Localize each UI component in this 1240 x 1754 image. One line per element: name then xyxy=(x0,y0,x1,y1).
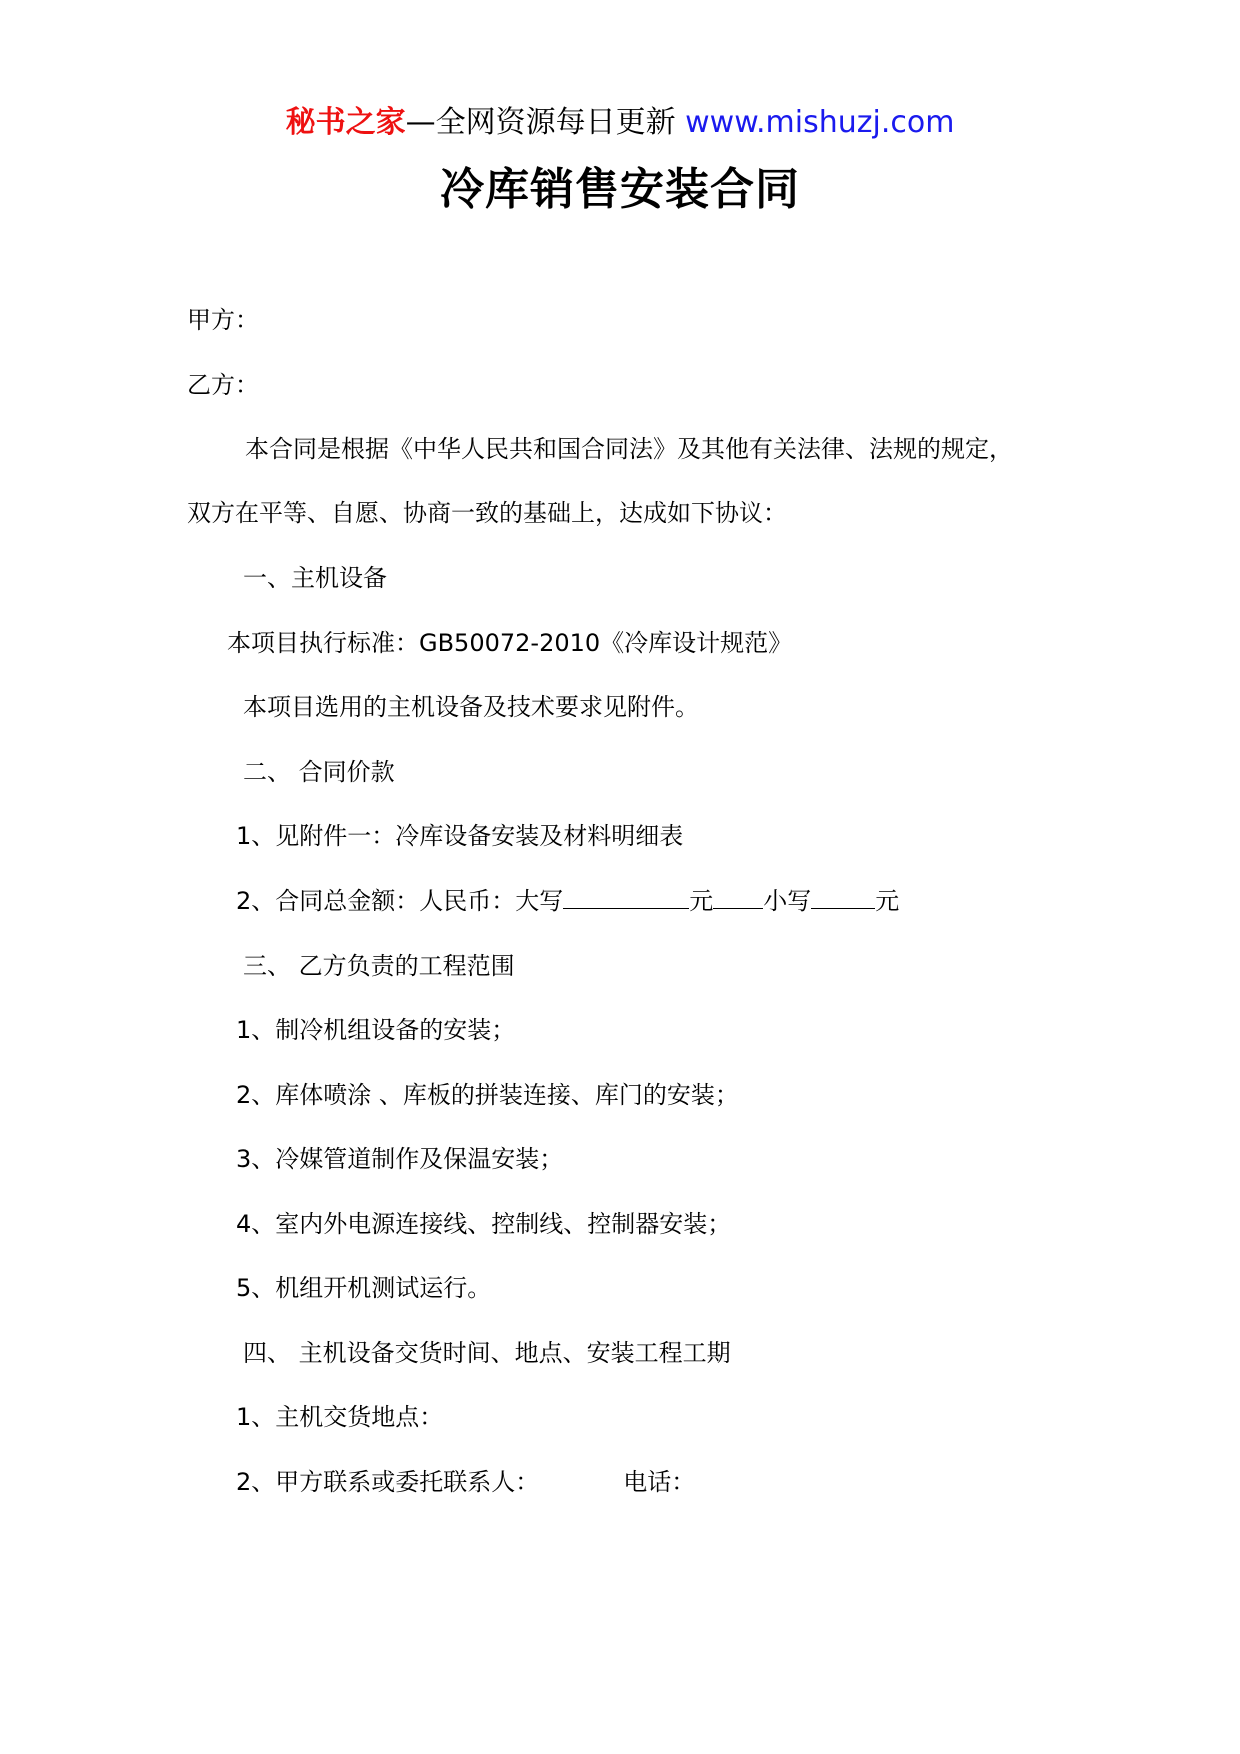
site-header xyxy=(0,103,1240,143)
section4-item1: 1、主机交货地点： xyxy=(236,1403,444,1431)
section1-standard: 本项目执行标准：GB50072-2010《冷库设计规范》 xyxy=(227,629,793,657)
section2-item1: 1、见附件一：冷库设备安装及材料明细表 xyxy=(236,822,684,850)
header-url-link[interactable]: www.mishuzj.com xyxy=(685,105,955,140)
section3-item: 3、冷媒管道制作及保温安装； xyxy=(236,1145,564,1173)
section2-heading: 二、 合同价款 xyxy=(243,758,395,786)
section3-item: 2、库体喷涂 、库板的拼装连接、库门的安装； xyxy=(236,1081,739,1109)
section3-item: 4、室内外电源连接线、控制线、控制器安装； xyxy=(236,1210,732,1238)
section3-heading: 三、 乙方负责的工程范围 xyxy=(243,952,515,980)
yuan-label-2: 元 xyxy=(875,887,900,915)
section4-item2 xyxy=(236,1466,695,1498)
section3-item: 1、制冷机组设备的安装； xyxy=(236,1016,516,1044)
contract-amount-label: 2、合同总金额：人民币：大写 xyxy=(236,887,564,915)
amount-figures-blank[interactable] xyxy=(811,886,875,909)
phone-label: 电话： xyxy=(623,1468,696,1496)
small-gap-blank xyxy=(713,886,763,909)
header-tagline: —全网资源每日更新 xyxy=(405,105,686,140)
yuan-label-1: 元 xyxy=(689,887,714,915)
document-title: 冷库销售安装合同 xyxy=(440,164,800,215)
party-b-label: 乙方： xyxy=(187,371,259,399)
contact-person-label: 2、甲方联系或委托联系人： xyxy=(236,1468,540,1496)
brand-name: 秘书之家 xyxy=(285,105,406,140)
section3-item: 5、机组开机测试运行。 xyxy=(236,1274,492,1302)
intro-paragraph-line2: 双方在平等、自愿、协商一致的基础上，达成如下协议： xyxy=(187,499,787,527)
intro-paragraph-line1: 本合同是根据《中华人民共和国合同法》及其他有关法律、法规的规定， xyxy=(245,435,1013,463)
amount-figures-label: 小写 xyxy=(763,887,812,915)
section2-item2 xyxy=(236,885,899,917)
party-a-label: 甲方： xyxy=(187,306,259,334)
section4-heading: 四、 主机设备交货时间、地点、安装工程工期 xyxy=(243,1339,731,1367)
section1-equipment: 本项目选用的主机设备及技术要求见附件。 xyxy=(243,693,699,721)
amount-words-blank[interactable] xyxy=(563,886,689,909)
section1-heading: 一、主机设备 xyxy=(243,564,387,592)
